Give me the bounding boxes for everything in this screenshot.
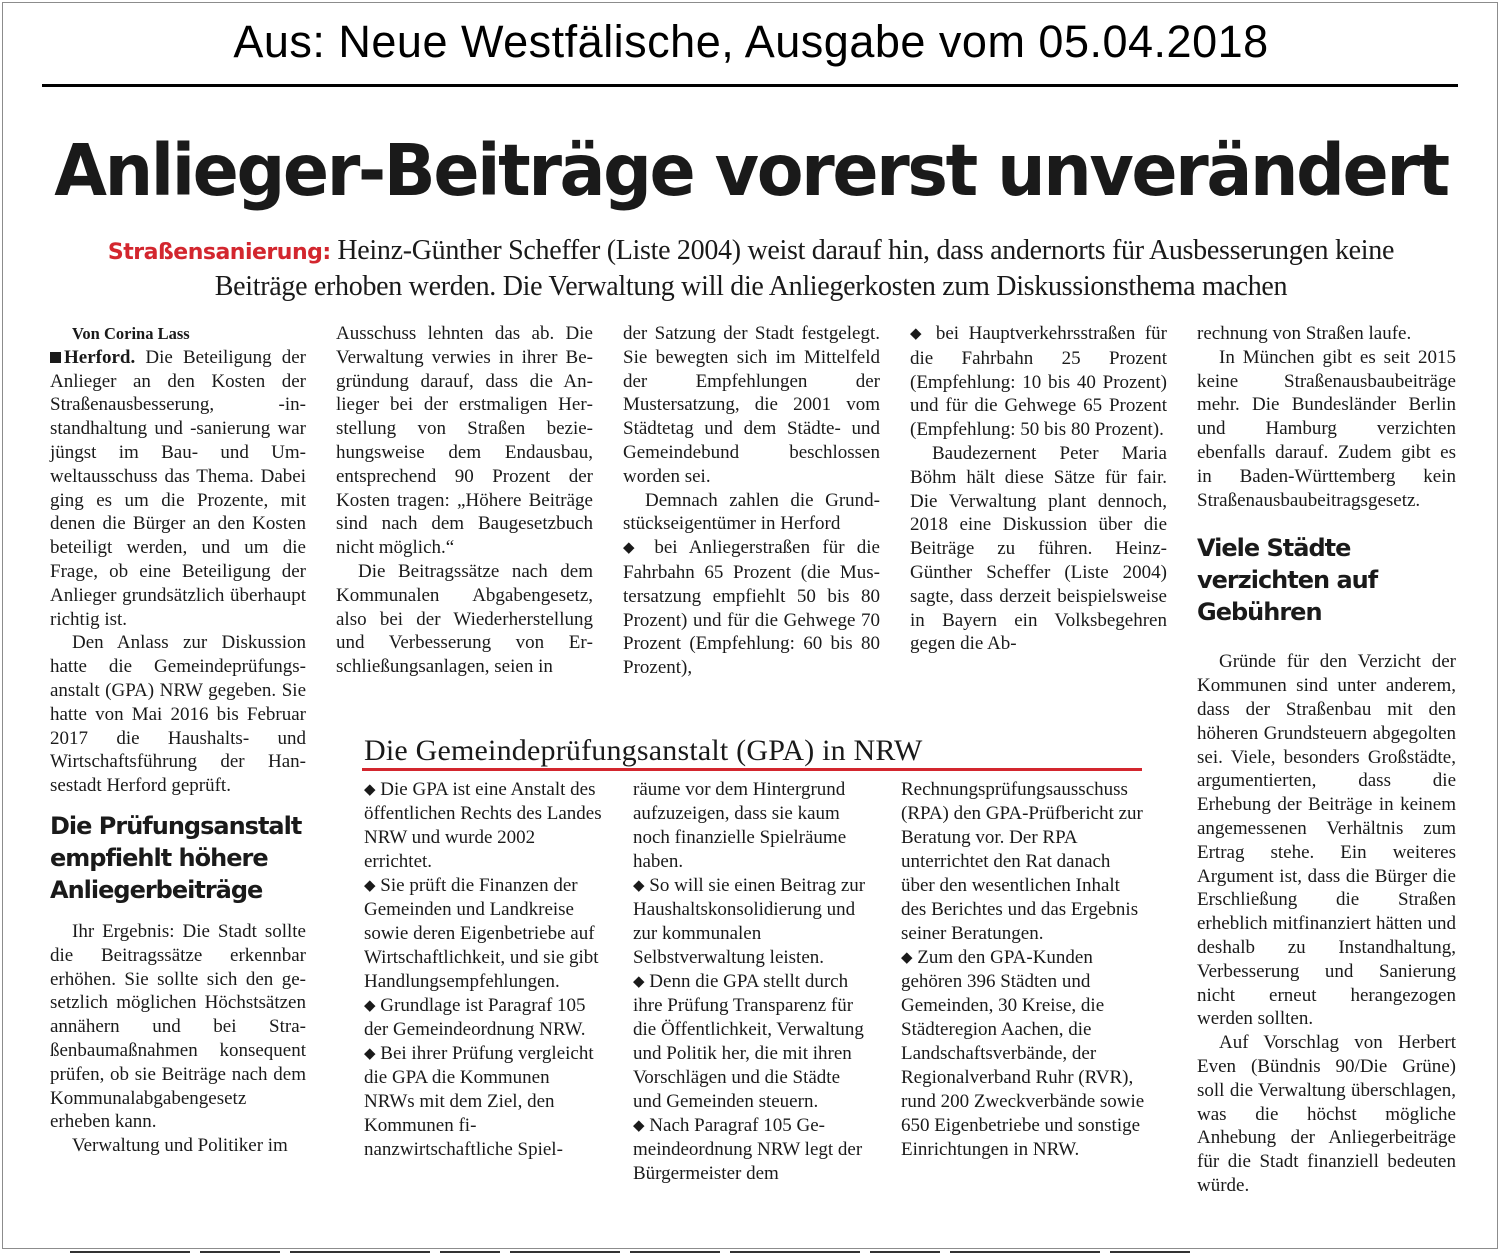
- infobox-title: Die Gemeindeprüfungsanstalt (GPA) in NRW: [364, 734, 923, 767]
- subhead-kicker: Straßensanierung:: [107, 240, 331, 265]
- diamond-bullet-icon: ◆: [623, 540, 643, 557]
- infobox-item-text: Bei ihrer Prüfung vergleicht die GPA die Kommunen NRWs mit dem Ziel, den Kommunen finanzwirtschaftliche Spiel-: [364, 1043, 594, 1160]
- infobox-column-2: [633, 778, 873, 1186]
- diamond-bullet-icon: ◆: [364, 1046, 376, 1062]
- paragraph: Verwaltung und Politiker im: [72, 1135, 288, 1157]
- article-column-2: [336, 322, 593, 679]
- cropped-next-line: [70, 1244, 1230, 1253]
- infobox-item-text: Zum den GPA-Kunden gehören 396 Städten und Gemeinden, 30 Kreise, die Städteregion Aachen, die Landschaftsverbände, der Regionalverband Ruhr (RVR), rund 200 Zweckverbände sowie 650 Eigenbetriebe und sonstige Einrichtungen in NRW.: [901, 947, 1145, 1160]
- article-column-5: [1197, 322, 1456, 1198]
- paragraph: der Satzung der Stadt festgelegt. Sie bewegten sich im Mittelfeld der Empfehlungen der Mustersatzung, die 2001 vom Städtetag und dem Städte- und Gemeindebund beschlossen worden sei.: [623, 323, 880, 487]
- diamond-bullet-icon: ◆: [364, 782, 376, 798]
- paragraph: Demnach zahlen die Grundstückseigentümer in Herford: [623, 489, 880, 535]
- paragraph-text: Die Beteiligung der Anlieger an den Kosten der Straßenausbesserung, -instandhaltung und -sanierung war jüngst im Bau- und Umweltausschuss das Thema. Dabei ging es um die Prozente, mit denen die Bürger an den Kosten beteiligt werden, und um die Frage, ob eine Beteiligung der Anlieger grundsätzlich überhaupt richtig ist.: [50, 346, 306, 630]
- article-column-4: [910, 322, 1167, 656]
- infobox-item: Rechnungsprüfungsausschuss (RPA) den GPA-Prüfbericht zur Beratung vor. Der RPA unterrichtet den Rat danach über den wesentlichen Inhalt des Berichtes und das Ergebnis seiner Beratungen.: [901, 779, 1143, 944]
- infobox-item: [633, 1114, 873, 1186]
- paragraph: Gründe für den Verzicht der Kommunen sind unter anderem, dass der Straßenbau mit den höheren Grundsteuern abgegolten sei. Viele, besonders Großstädte, argumentierten, dass die Erhebung der Beiträge in keinem angemessenen Verhältnis zum Ertrag stehe. Ein weiteres Argument ist, dass die Bürger die Erschließung die Straßen erheblich mitfinanziert hätten und deshalb zu Instandhaltung, Verbesserung und Sanierung nicht erneut herangezogen werden sollten.: [1197, 651, 1456, 1030]
- source-caption: Aus: Neue Westfälische, Ausgabe vom 05.04.2018: [233, 16, 1269, 67]
- article-column-1: [50, 322, 306, 1158]
- infobox-item: [633, 970, 873, 1114]
- infobox-item: [901, 946, 1146, 1162]
- caption-divider: [42, 84, 1458, 87]
- infobox-item-text: Nach Paragraf 105 Gemeindeordnung NRW legt der Bürgermeister dem: [633, 1115, 863, 1184]
- infobox-item-text: Denn die GPA stellt durch ihre Prüfung Transparenz für die Öffentlichkeit, Verwaltung und Politik her, die mit ihren Vorschlägen und die Städte und Gemeinden steuern.: [633, 971, 864, 1112]
- paragraph-text: bei Hauptverkehrsstraßen für die Fahrbahn 25 Prozent (Empfehlung: 10 bis 40 Prozent) und für die Gehwege 65 Prozent (Empfehlung: 50 bis 80 Prozent).: [910, 323, 1167, 441]
- bullet-paragraph: [910, 322, 1167, 442]
- paragraph: Ihr Ergebnis: Die Stadt sollte die Beitragssätze erkennbar erhöhen. Sie sollte sich den gesetzlich möglichen Höchstsätzen annähern und bei Straßenbaumaßnahmen konsequent prüfen, ob sie Beiträge nach dem Kommunalabgabengesetz erheben kann.: [50, 920, 306, 1133]
- diamond-bullet-icon: ◆: [633, 1118, 645, 1134]
- paragraph: rechnung von Straßen laufe.: [1197, 323, 1412, 344]
- bullet-paragraph: [623, 536, 880, 680]
- byline: Von Corina Lass: [72, 324, 190, 343]
- paragraph: Den Anlass zur Diskussion hatte die Gemeindeprüfungsanstalt (GPA) NRW gegeben. Sie hatte von Mai 2016 bis Februar 2017 die Haushalts- und Wirtschaftsführung der Hansestadt Herford geprüft.: [50, 632, 306, 797]
- subheadline: [60, 234, 1442, 304]
- diamond-bullet-icon: ◆: [633, 878, 645, 894]
- infobox-red-rule: [362, 768, 1142, 771]
- infobox-item: [364, 1042, 604, 1162]
- infobox-column-3: [901, 778, 1146, 1162]
- intertitle: Die Prüfungsanstalt empfiehlt höhere Anliegerbeiträge: [50, 811, 302, 904]
- infobox-item-text: Grundlage ist Paragraf 105 der Gemeindeordnung NRW.: [364, 995, 586, 1040]
- paragraph: Baudezernent Peter Maria Böhm hält diese Sätze für fair. Die Verwaltung plant dennoch, 2018 eine Diskussion über die Beiträge zu führen. Heinz-Günther Scheffer (Liste 2004) sagte, dass derzeit beispielsweise in Bayern ein Volksbegehren gegen die Ab-: [910, 442, 1167, 655]
- paragraph-text: bei Anliegerstraßen für die Fahrbahn 65 Prozent (die Mustersatzung empfiehlt 50 bis 80 Prozent) und für die Gehwege 70 Prozent (Empfehlung: 60 bis 80 Prozent),: [623, 537, 880, 679]
- dateline-city: Herford.: [64, 346, 136, 368]
- infobox-item-text: Die GPA ist eine Anstalt des öffentlichen Rechts des Landes NRW und wurde 2002 errichtet.: [364, 779, 602, 872]
- subhead-text: Heinz-Günther Scheffer (Liste 2004) weist darauf hin, dass andernorts für Ausbesserungen keine Beiträge erhoben werden. Die Verwaltung will die Anliegerkosten zum Diskussionsthema machen: [214, 235, 1395, 302]
- infobox-item: räume vor dem Hintergrund aufzuzeigen, dass sie kaum noch finanzielle Spielräume haben.: [633, 779, 847, 872]
- paragraph: [50, 346, 306, 632]
- infobox-item-text: Sie prüft die Finanzen der Gemeinden und Landkreise sowie deren Eigenbetriebe auf Wirtschaftlichkeit, und sie gibt Handlungsempfehlungen.: [364, 875, 599, 992]
- diamond-bullet-icon: ◆: [901, 950, 913, 966]
- article-column-3: [623, 322, 880, 680]
- paragraph: Auf Vorschlag von Herbert Even (Bündnis 90/Die Grüne) soll die Verwaltung überschlagen, was die höchst mögliche Anhebung der Anliegerbeiträge für die Stadt finanziell bedeuten würde.: [1197, 1032, 1456, 1196]
- dateline-square-icon: [50, 352, 61, 363]
- infobox-item: [633, 874, 873, 970]
- paragraph: In München gibt es seit 2015 keine Straßenausbaubeiträge mehr. Die Bundesländer Berlin und Hamburg verzichten ebenfalls darauf. Zudem gibt es in Baden-Württemberg kein Straßenausbaubeitragsgesetz.: [1197, 346, 1456, 511]
- infobox-column-1: [364, 778, 604, 1162]
- diamond-bullet-icon: ◆: [364, 878, 376, 894]
- infobox-item: [364, 874, 604, 994]
- infobox-item-text: So will sie einen Beitrag zur Haushaltskonsolidierung und zur kommunalen Selbstverwaltung leisten.: [633, 875, 866, 968]
- infobox-item: [364, 994, 604, 1042]
- paragraph: Die Beitragssätze nach dem Kommunalen Abgabengesetz, also bei der Wiederherstellung und Verbesserung von Erschließungsanlagen, seien in: [336, 560, 593, 678]
- intertitle: Viele Städte verzichten auf Gebühren: [1197, 534, 1378, 627]
- diamond-bullet-icon: ◆: [910, 326, 927, 342]
- infobox-item: [364, 778, 604, 874]
- diamond-bullet-icon: ◆: [633, 974, 645, 990]
- headline: Anlieger-Beiträge vorerst unverändert: [54, 129, 1448, 212]
- paragraph: Ausschuss lehnten das ab. Die Verwaltung verwies in ihrer Begründung darauf, dass die Anlieger bei der erstmaligen Herstellung von Straßen beziehungsweise dem Endausbau, entsprechend 90 Prozent der Kosten tragen: „Höhere Beiträge sind nach dem Baugesetzbuch nicht möglich.“: [336, 323, 593, 559]
- diamond-bullet-icon: ◆: [364, 998, 376, 1014]
